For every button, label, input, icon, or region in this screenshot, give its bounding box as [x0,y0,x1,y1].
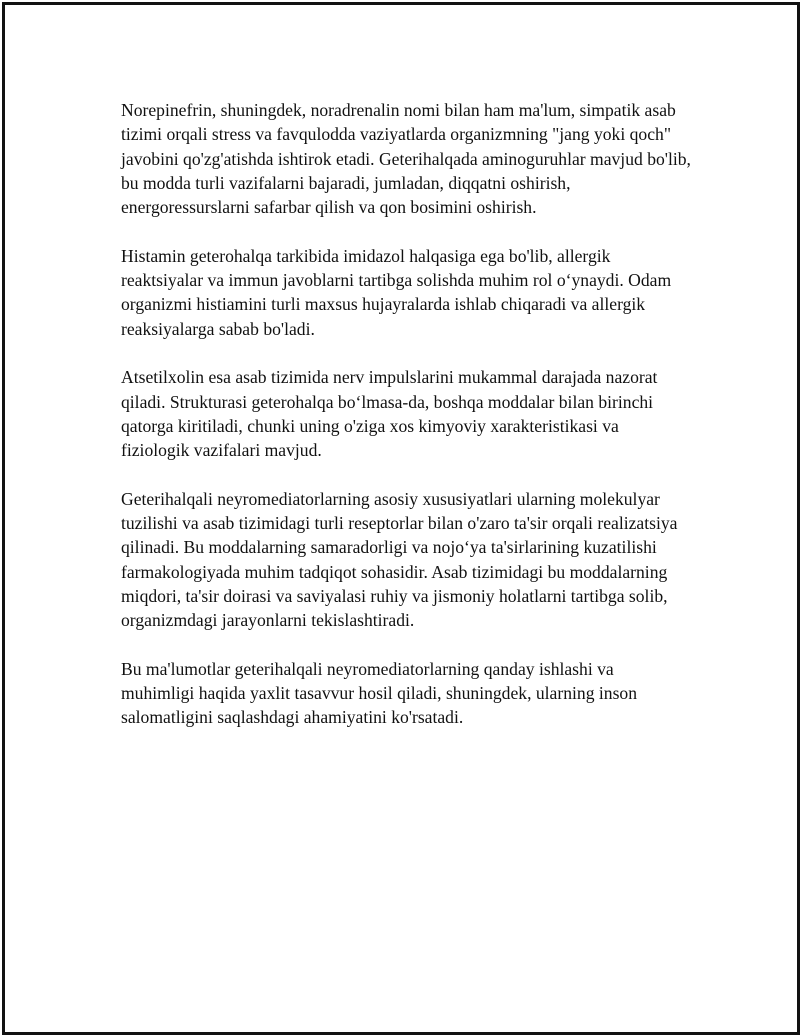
paragraph-acetylcholine: Atsetilxolin esa asab tizimida nerv impulslarini mukammal darajada nazorat qiladi. Strukturasi geterohalqa bo‘lmasa-da, boshqa moddalar bilan birinchi qatorga kiritiladi, chunki uning o'ziga xos kimyoviy xarakteristikasi va fiziologik vazifalari mavjud. [121,367,658,461]
paragraph-norepinephrine: Norepinefrin, shuningdek, noradrenalin nomi bilan ham ma'lum, simpatik asab tizimi orqali stress va favqulodda vaziyatlarda organizmning "jang yoki qoch" javobini qo'zg'atishda ishtirok etadi. Geterihalqada aminoguruhlar mavjud bo'lib, bu modda turli vazifalarni bajaradi, jumladan, diqqatni oshirish, energoressurslarni safarbar qilish va qon bosimini oshirish. [121,100,691,218]
paragraph-properties: Geterihalqali neyromediatorlarning asosiy xususiyatlari ularning molekulyar tuzilishi va asab tizimidagi turli reseptorlar bilan o'zaro ta'sir orqali realizatsiya qilinadi. Bu moddalarning samaradorligi va nojo‘ya ta'sirlarining kuzatilishi farmakologiyada muhim tadqiqot sohasidir. Asab tizimidagi bu moddalarning miqdori, ta'sir doirasi va saviyalasi ruhiy va jismoniy holatlarni tartibga solib, organizmdagi jarayonlarni tekislashtiradi. [121,488,678,631]
page-frame [2,2,800,1035]
document-body [121,98,691,754]
paragraph-histamine: Histamin geterohalqa tarkibida imidazol halqasiga ega bo'lib, allergik reaktsiyalar va immun javoblarni tartibga solishda muhim rol o‘ynaydi. Odam organizmi histiamini turli maxsus hujayralarda ishlab chiqaradi va allergik reaksiyalarga sabab bo'ladi. [121,245,672,339]
paragraph-conclusion: Bu ma'lumotlar geterihalqali neyromediatorlarning qanday ishlashi va muhimligi haqida yaxlit tasavvur hosil qiladi, shuningdek, ularning inson salomatligini saqlashdagi ahamiyatini ko'rsatadi. [121,658,638,728]
